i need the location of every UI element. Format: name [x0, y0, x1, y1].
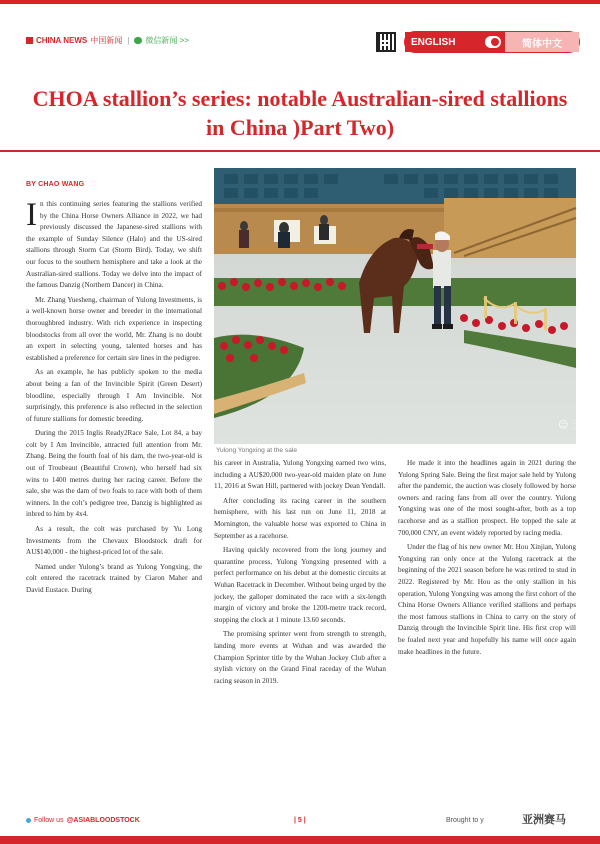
lang-chinese-button[interactable]: 简体中文	[505, 32, 579, 52]
paragraph: In this continuing series featuring the stallions verified by the China Horse Owners Alliance in 2022, we had previously discussed the Japanese-sired stallions with the example of Sunday Silence (Halo) and the US-sired stallions through Storm Cat (Storm Bird). Today, we shift our focus to the southern hemisphere and take a look at the Australian-sired stallions. Today we delve into the impact of the famous Danzig (Northern Dancer) in China.	[26, 197, 202, 290]
paragraph: As an example, he has publicly spoken to the media about being a fan of the Invincible Spirit (Green Desert) bloodline, especially through I Am Invincible. Not surprisingly, this preference is also reflected in the selection of future stallions for domestic breeding.	[26, 368, 202, 423]
column-1	[26, 199, 202, 600]
bottom-accent-bar	[0, 836, 600, 844]
social-follow[interactable]	[26, 817, 140, 824]
asia-racing-logo: 亚洲赛马	[522, 813, 566, 826]
language-switch[interactable]	[404, 31, 580, 53]
paragraph: Having quickly recovered from the long journey and quarantine process, Yulong Yongxing presented with a perfect performance on his debut at the domestic circuits at Wuhan Racetrack in December. Without being urged by the jockey, the galloper dominated the race with a six-length margin of victory and broke the 1200-metre track record, stopping the clock at 1 minute 13.60 seconds.	[214, 546, 386, 624]
paragraph: He made it into the headlines again in 2021 during the Yulong Spring Sale. Being the first major sale held by Yulong after the pandemic, the auction was closely followed by horse owners and racing fans from all over the country. Yulong Yongxing was one of the most sought-after, both as a top racehorse and as a stallion prospect. He topped the sale at 700,000 CNY, an event widely reported by racing media.	[398, 459, 576, 537]
paragraph: During the 2015 Inglis Ready2Race Sale, Lot 84, a bay colt by I Am Invincible, attracted full attention from Mr. Zhang. Being the fourth foal of his dam, the two-year-old is out of Troubeaut (Beautiful Crown), who herself had six wins to 1400 metres during her racing career. Before the sale, she was the dam of two foals to race with both of them winners. In the colt’s pedigree tree, Danzig is highlighted as inbred to him by 4x4.	[26, 429, 202, 519]
paragraph: Mr. Zhang Yuesheng, chairman of Yulong Investments, is a well-known horse owner and breeder in the international thoroughbred industry. With rich experience in inspecting bloodstocks from all over the world, Mr. Zhang is no doubt an expert in selecting young, talented horses and has established a preference for certain sire lines in the pedigree.	[26, 295, 202, 362]
brand[interactable]: CHINA NEWS 中国新闻 | 微信新闻 >>	[26, 35, 189, 46]
paragraph: Named under Yulong’s brand as Yulong Yongxing, the colt entered the racetrack trained by Ciaron Maher and David Eustace. During	[26, 562, 202, 594]
page-number: | 5 |	[294, 817, 306, 824]
page-footer	[26, 815, 576, 829]
column-2	[214, 458, 386, 690]
page-header	[26, 30, 578, 54]
wechat-link[interactable]: 微信新闻 >>	[145, 36, 189, 45]
brand-name: CHINA NEWS	[36, 36, 88, 45]
qr-code-icon[interactable]	[376, 32, 396, 52]
brought-to-you: Brought to y	[446, 817, 484, 824]
article-photo	[214, 168, 582, 444]
toggle-icon[interactable]	[485, 36, 501, 48]
social-handle[interactable]: @ASIABLOODSTOCK	[66, 817, 140, 824]
china-news-icon	[26, 37, 33, 44]
lang-english-button[interactable]: ENGLISH	[405, 32, 505, 52]
brand-name-cn: 中国新闻	[90, 36, 123, 45]
photo-caption: Yulong Yongxing at the sale	[216, 447, 298, 454]
drop-cap: I	[26, 197, 37, 233]
paragraph: Under the flag of his new owner Mr. Hou Xinjian, Yulong Yongxing ran only once at the Yulong racetrack at the beginning of the 2021 season before he was retired to stud in 2022. Registered by Mr. Hou as the only stallion in his operation, Yulong Yongxing was among the first cohort of the China Horse Owners Alliance verified stallions and perhaps the most famous stallions in China to carry on the story of Danzig through the Invincible Spirit line. His first crop will be foaled next year and hopefully his name will once again make headlines in the future.	[398, 543, 576, 656]
top-accent-bar	[0, 0, 600, 4]
paragraph: his career in Australia, Yulong Yongxing earned two wins, including a AU$20,000 two-year-old maiden plate on June 11, 2016 at Swan Hill, partnered with jockey Dean Yendall.	[214, 459, 386, 491]
paragraph: After concluding its racing career in the southern hemisphere, with his last run on June 11, 2018 at Mornington, the valuable horse was exported to China in September as a racehorse.	[214, 496, 386, 540]
svg-text:☺ 王: ☺ 王	[558, 420, 582, 431]
paragraph: The promising sprinter went from strength to strength, landing more events at Wuhan and was awarded the Champion Sprinter title by the Wuhan Jockey Club after a stylish victory on the Grand Final raceday of the Wuhan racing season in 2019.	[214, 630, 386, 685]
social-icon	[26, 818, 31, 823]
article-title: CHOA stallion’s series: notable Australian-sired stallions in China )Part Two)	[32, 86, 568, 140]
wechat-icon	[134, 37, 142, 44]
paragraph: As a result, the colt was purchased by Yu Long Investments from the Chevaux Bloodstock draft for AU$140,000 - the highest-priced lot of the sale.	[26, 525, 202, 557]
byline: BY CHAO WANG	[26, 181, 85, 188]
column-3	[398, 458, 576, 661]
horse-sale-photo	[214, 168, 582, 444]
follow-label: Follow us	[34, 817, 64, 824]
title-divider	[0, 150, 600, 152]
